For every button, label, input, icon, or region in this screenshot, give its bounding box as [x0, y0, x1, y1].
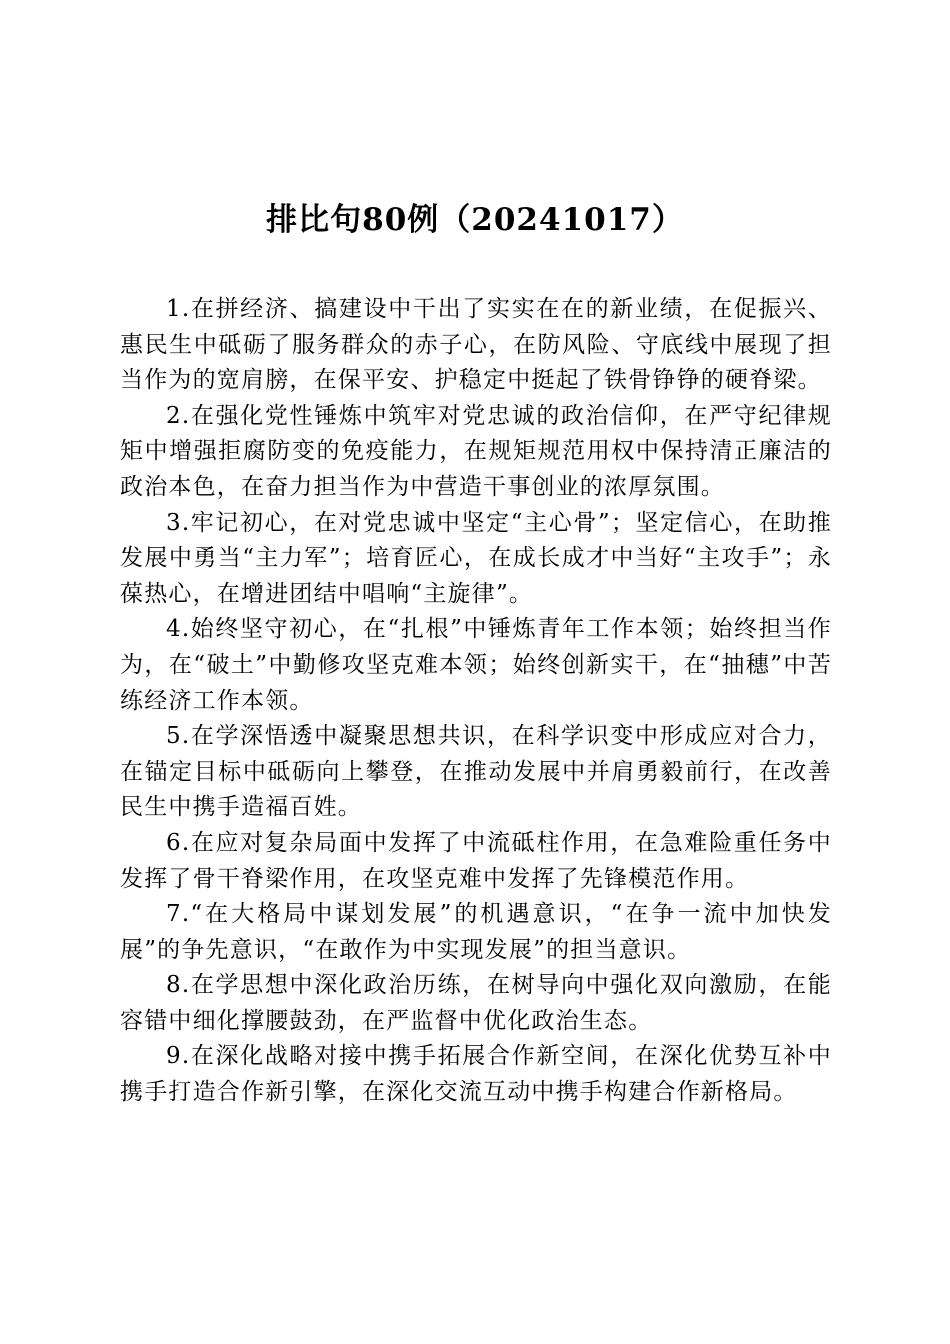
paragraph-7: 7.“在大格局中谋划发展”的机遇意识，“在争一流中加快发展”的争先意识，“在敢作为中实现发展”的担当意识。 — [120, 901, 832, 963]
document-title: 排比句80例（20241017） — [266, 202, 684, 238]
paragraph-9: 9.在深化战略对接中携手拓展合作新空间，在深化优势互补中携手打造合作新引擎，在深化交流互动中携手构建合作新格局。 — [120, 1043, 832, 1106]
paragraph-4: 4.始终坚守初心，在“扎根”中锤炼青年工作本领；始终担当作为，在“破土”中勤修攻坚克难本领；始终创新实干，在“抽穗”中苦练经济工作本领。 — [120, 616, 832, 714]
paragraph-3: 3.牢记初心，在对党忠诚中坚定“主心骨”；坚定信心，在助推发展中勇当“主力军”；培育匠心，在成长成才中当好“主攻手”；永葆热心，在增进团结中唱响“主旋律”。 — [120, 509, 832, 607]
document-body — [120, 292, 832, 1111]
paragraph-2: 2.在强化党性锤炼中筑牢对党忠诚的政治信仰，在严守纪律规矩中增强拒腐防变的免疫能力，在规矩规范用权中保持清正廉洁的政治本色，在奋力担当作为中营造干事创业的浓厚氛围。 — [120, 402, 832, 500]
paragraph-1: 1.在拼经济、搞建设中干出了实实在在的新业绩，在促振兴、惠民生中砥砺了服务群众的赤子心，在防风险、守底线中展现了担当作为的宽肩膀，在保平安、护稳定中挺起了铁骨铮铮的硬脊梁。 — [120, 296, 832, 394]
paragraph-6: 6.在应对复杂局面中发挥了中流砥柱作用，在急难险重任务中发挥了骨干脊梁作用，在攻坚克难中发挥了先锋模范作用。 — [120, 829, 832, 892]
paragraph-5: 5.在学深悟透中凝聚思想共识，在科学识变中形成应对合力，在锚定目标中砥砺向上攀登，在推动发展中并肩勇毅前行，在改善民生中携手造福百姓。 — [120, 723, 832, 821]
paragraph-8: 8.在学思想中深化政治历练，在树导向中强化双向激励，在能容错中细化撑腰鼓劲，在严监督中优化政治生态。 — [120, 972, 832, 1034]
